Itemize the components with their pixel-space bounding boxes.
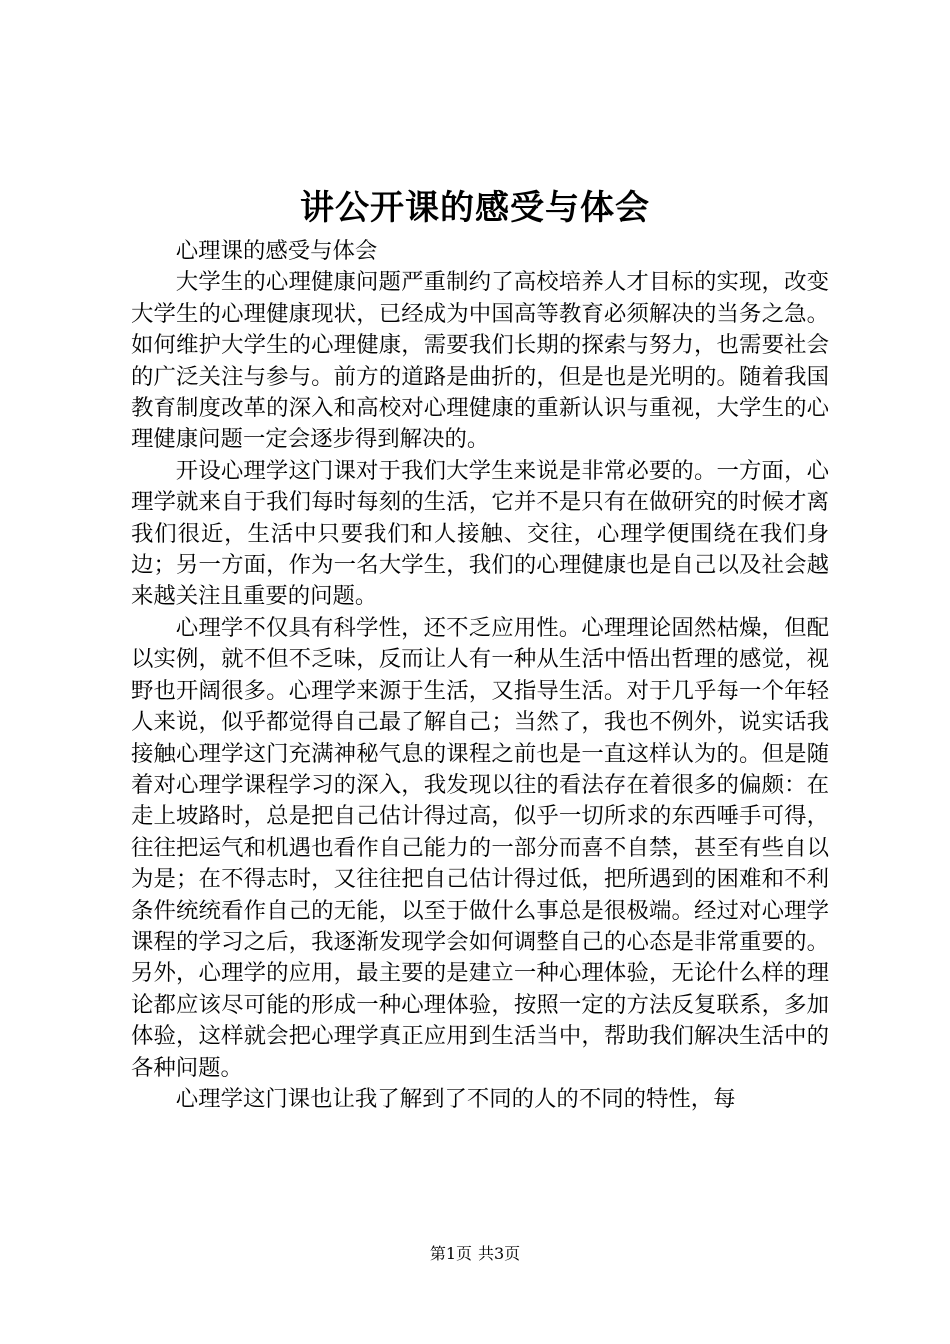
page-total: 共3页 bbox=[478, 1244, 521, 1263]
body-paragraph: 心理学不仅具有科学性，还不乏应用性。心理理论固然枯燥，但配以实例，就不但不乏味，反而让人有一种从生活中悟出哲理的感觉，视野也开阔很多。心理学来源于生活，又指导生活。对于几乎每一个年轻人来说，似乎都觉得自己最了解自己；当然了，我也不例外，说实话我接触心理学这门充满神秘气息的课程之前也是一直这样认为的。但是随着对心理学课程学习的深入，我发现以往的看法存在着很多的偏颇：在走上坡路时，总是把自己估计得过高，似乎一切所求的东西唾手可得，往往把运气和机遇也看作自己能力的一部分而喜不自禁，甚至有些自以为是；在不得志时，又往往把自己估计得过低，把所遇到的困难和不利条件统统看作自己的无能，以至于做什么事总是很极端。经过对心理学课程的学习之后，我逐渐发现学会如何调整自己的心态是非常重要的。另外，心理学的应用，最主要的是建立一种心理体验，无论什么样的理论都应该尽可能的形成一种心理体验，按照一定的方法反复联系，多加体验，这样就会把心理学真正应用到生活当中，帮助我们解决生活中的各种问题。 bbox=[131, 614, 829, 1081]
body-paragraph: 心理学这门课也让我了解到了不同的人的不同的特性，每 bbox=[175, 1085, 736, 1112]
page-number: 第1页 bbox=[429, 1244, 472, 1263]
subtitle-paragraph: 心理课的感受与体会 bbox=[175, 238, 378, 264]
body-paragraph: 大学生的心理健康问题严重制约了高校培养人才目标的实现，改变大学生的心理健康现状，已经成为中国高等教育必须解决的当务之急。如何维护大学生的心理健康，需要我们长期的探索与努力，也需要社会的广泛关注与参与。前方的道路是曲折的，但是也是光明的。随着我国教育制度改革的深入和高校对心理健康的重新认识与重视，大学生的心理健康问题一定会逐步得到解决的。 bbox=[131, 269, 829, 453]
page-footer bbox=[0, 1244, 950, 1264]
body-paragraph: 开设心理学这门课对于我们大学生来说是非常必要的。一方面，心理学就来自于我们每时每刻的生活，它并不是只有在做研究的时候才离我们很近，生活中只要我们和人接触、交往，心理学便围绕在我们身边；另一方面，作为一名大学生，我们的心理健康也是自己以及社会越来越关注且重要的问题。 bbox=[131, 457, 829, 610]
document-title: 讲公开课的感受与体会 bbox=[300, 188, 650, 228]
document-body bbox=[131, 236, 829, 1115]
